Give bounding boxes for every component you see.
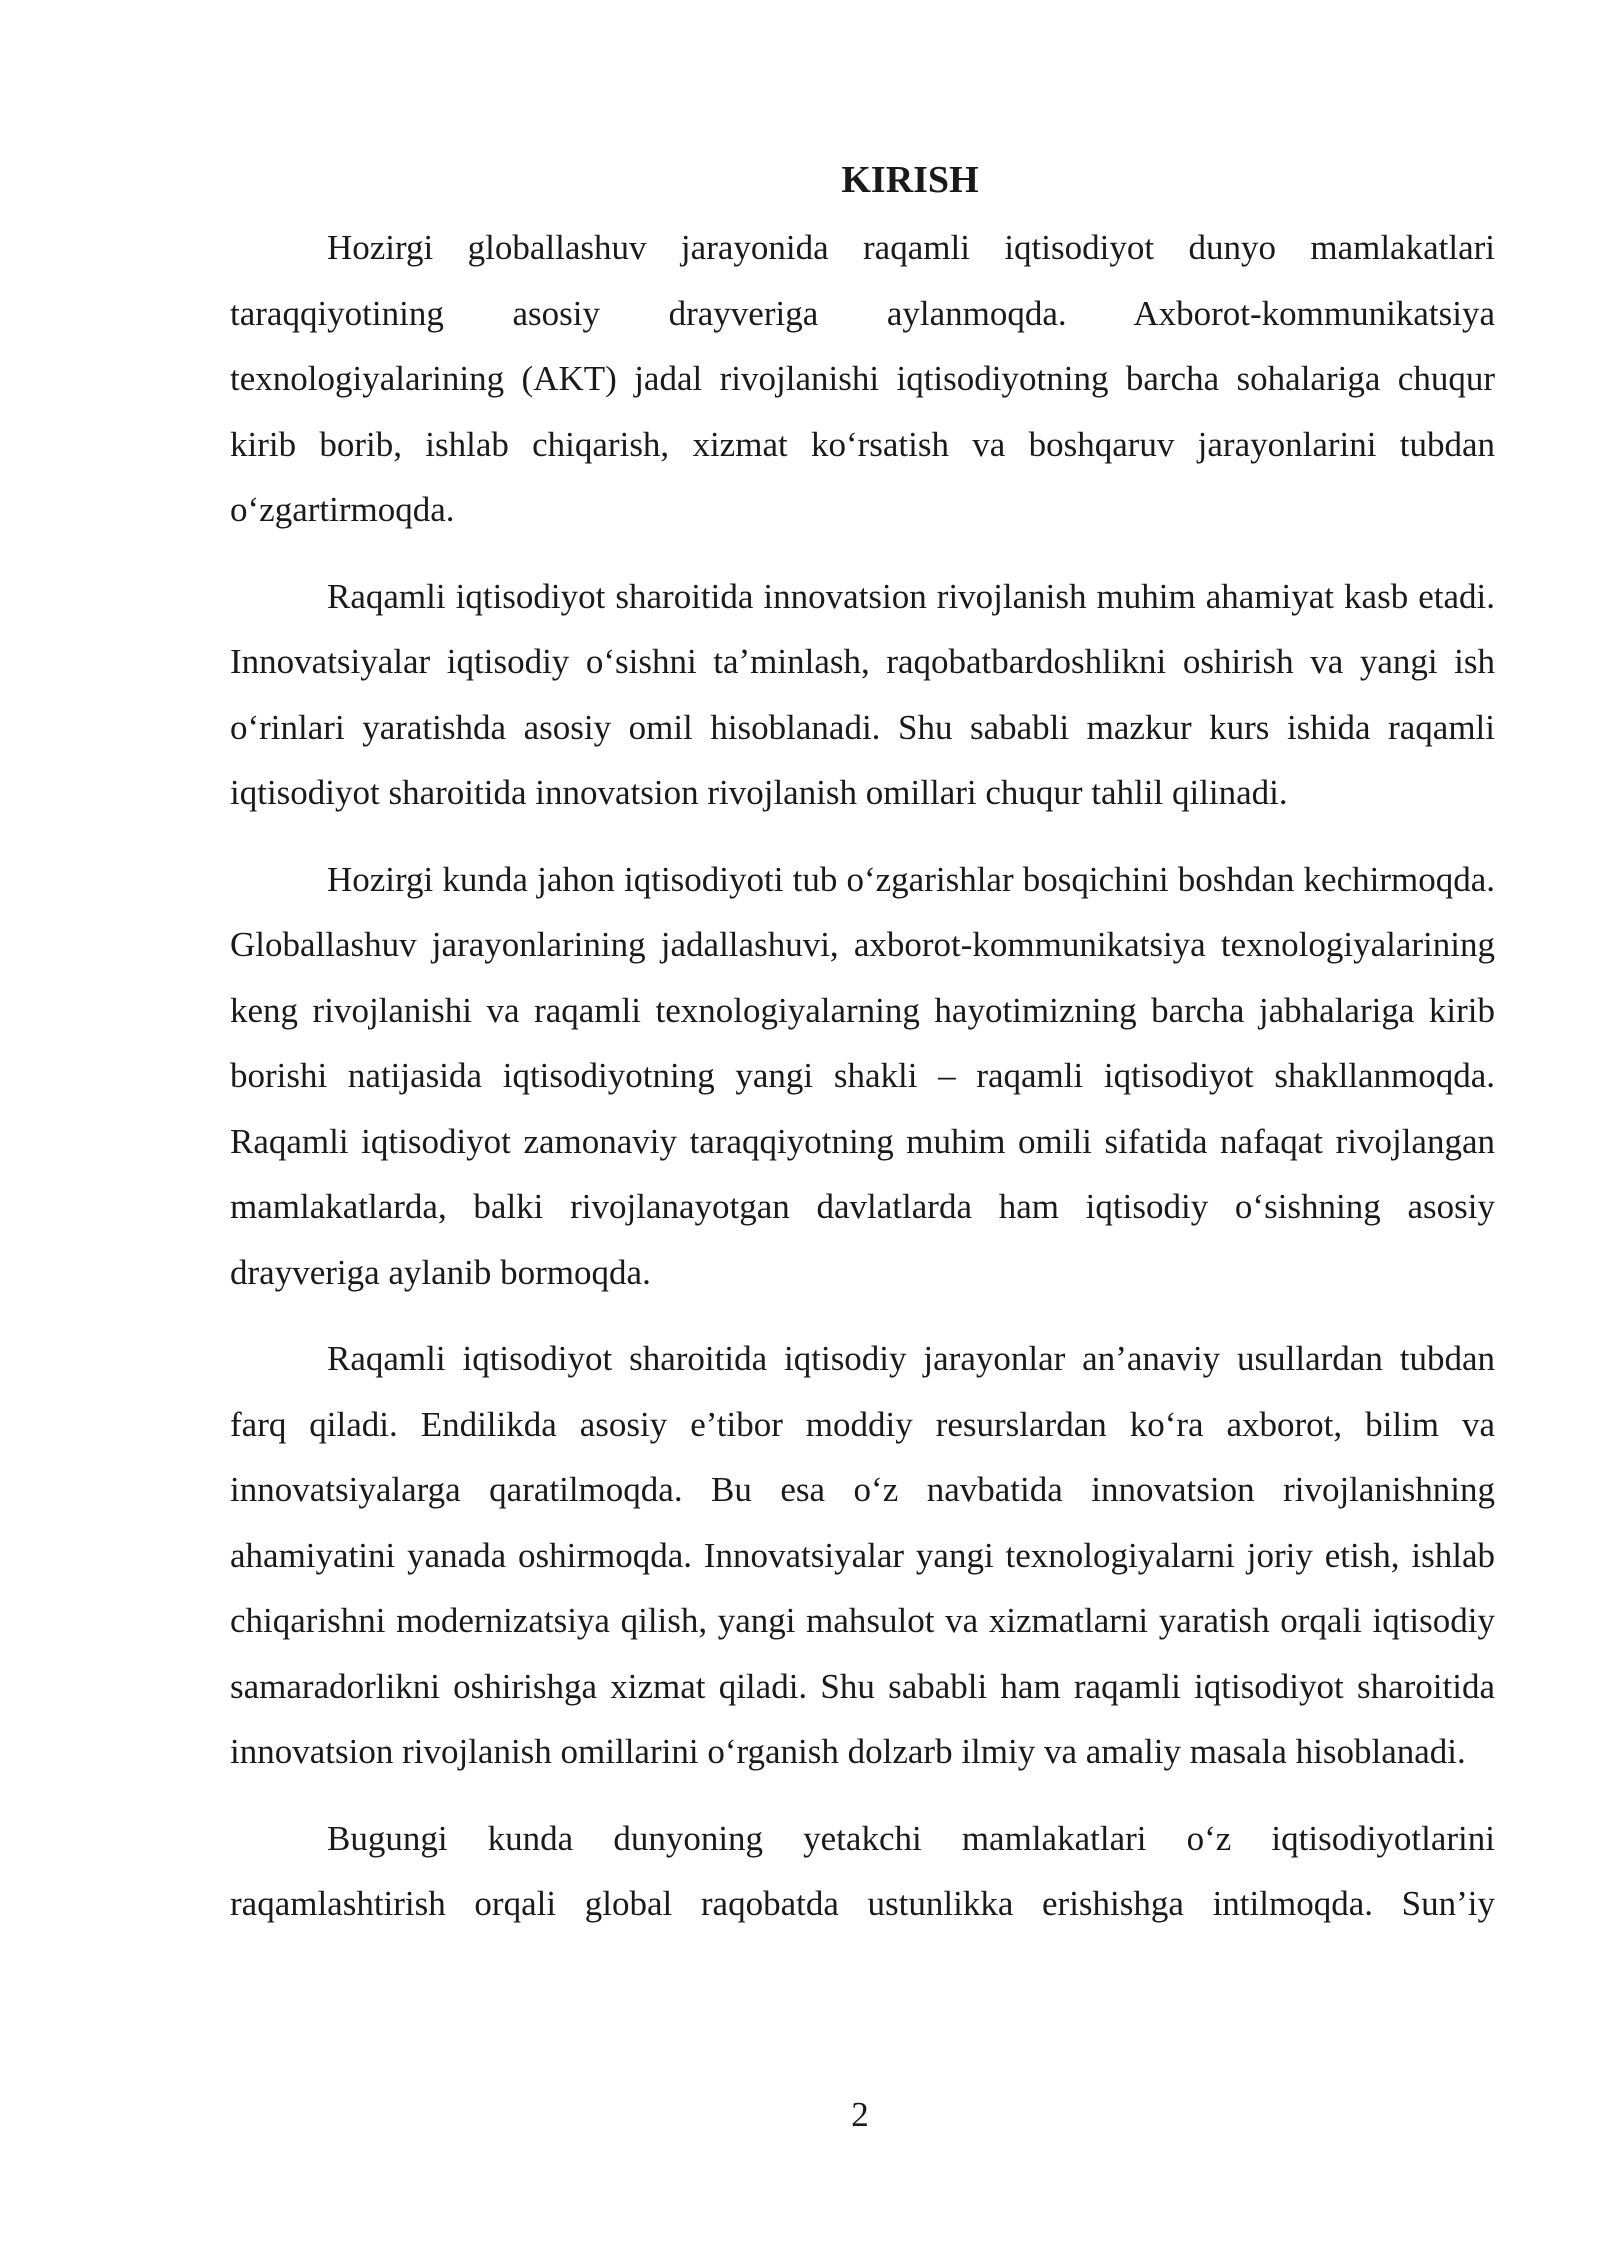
body-text bbox=[230, 215, 1495, 1958]
section-title: KIRISH bbox=[841, 159, 979, 201]
page-number: 2 bbox=[851, 2095, 869, 2134]
paragraph-2: Raqamli iqtisodiyot sharoitida innovatsion rivojlanish muhim ahamiyat kasb etadi. Innovatsiyalar iqtisodiy oʻsishni taʼminlash, raqobatbardoshlikni oshirish va yangi ish oʻrinlari yaratishda asosiy omil hisoblanadi. Shu sababli mazkur kurs ishida raqamli iqtisodiyot sharoitida innovatsion rivojlanish omillari chuqur tahlil qilinadi. bbox=[230, 576, 1495, 812]
paragraph-4: Raqamli iqtisodiyot sharoitida iqtisodiy jarayonlar an’anaviy usullardan tubdan farq qiladi. Endilikda asosiy e’tibor moddiy resurslardan koʻra axborot, bilim va innovatsiyalarga qaratilmoqda. Bu esa oʻz navbatida innovatsion rivojlanishning ahamiyatini yanada oshirmoqda. Innovatsiyalar yangi texnologiyalarni joriy etish, ishlab chiqarishni modernizatsiya qilish, yangi mahsulot va xizmatlarni yaratish orqali iqtisodiy samaradorlikni oshirishga xizmat qiladi. Shu sababli ham raqamli iqtisodiyot sharoitida innovatsion rivojlanish omillarini oʻrganish dolzarb ilmiy va amaliy masala hisoblanadi. bbox=[230, 1339, 1495, 1771]
paragraph-5: Bugungi kunda dunyoning yetakchi mamlakatlari oʻz iqtisodiyotlarini raqamlashtirish orqali global raqobatda ustunlikka erishishga intilmoqda. Sun’iy bbox=[230, 1818, 1495, 1923]
paragraph-3: Hozirgi kunda jahon iqtisodiyoti tub oʻzgarishlar bosqichini boshdan kechirmoqda. Globallashuv jarayonlarining jadallashuvi, axborot-kommunikatsiya texnologiyalarining keng rivojlanishi va raqamli texnologiyalarning hayotimizning barcha jabhalariga kirib borishi natijasida iqtisodiyotning yangi shakli – raqamli iqtisodiyot shakllanmoqda. Raqamli iqtisodiyot zamonaviy taraqqiyotning muhim omili sifatida nafaqat rivojlangan mamlakatlarda, balki rivojlanayotgan davlatlarda ham iqtisodiy oʻsishning asosiy drayveriga aylanib bormoqda. bbox=[230, 859, 1495, 1292]
paragraph-1: Hozirgi globallashuv jarayonida raqamli iqtisodiyot dunyo mamlakatlari taraqqiyotining asosiy drayveriga aylanmoqda. Axborot-kommunikatsiya texnologiyalarining (AKT) jadal rivojlanishi iqtisodiyotning barcha sohalariga chuqur kirib borib, ishlab chiqarish, xizmat koʻrsatish va boshqaruv jarayonlarini tubdan oʻzgartirmoqda. bbox=[230, 228, 1495, 529]
